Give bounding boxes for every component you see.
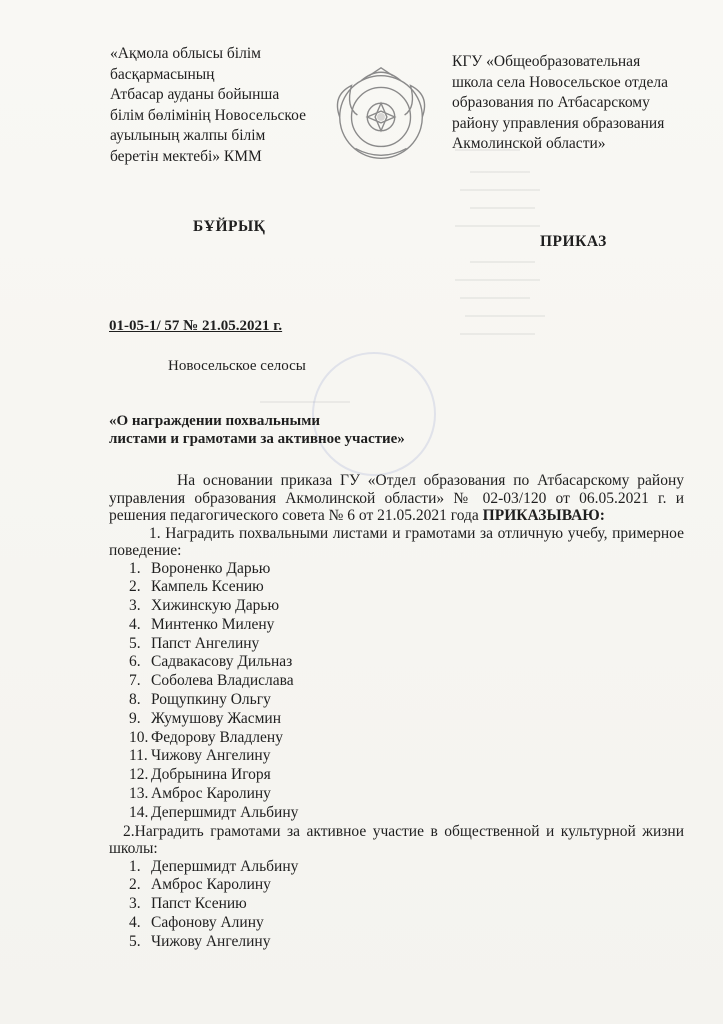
point-2: 2.Наградить грамотами за активное участие в общественной и культурной жизни школы: (109, 822, 684, 858)
list-item: 10. Федорову Владлену (129, 728, 283, 746)
list-item: 7. Соболева Владислава (129, 672, 294, 690)
list-item: 6. Садвакасову Дильназ (129, 653, 293, 671)
header-left-line: «Ақмола облысы білім (110, 45, 261, 62)
award-list-1 (109, 560, 684, 823)
list-item: 9. Жумушову Жасмин (129, 709, 281, 727)
header-left-organization (110, 44, 350, 167)
header-left-line: білім бөлімінің Новосельское (110, 106, 306, 124)
document-number-date: 01-05-1/ 57 № 21.05.2021 г. (109, 318, 283, 334)
header-left-line: басқармасының (110, 65, 215, 83)
header-left-line: Атбасар ауданы бойынша (110, 86, 280, 103)
header-right-line: КГУ «Общеобразовательная (452, 53, 641, 70)
list-item: 11. Чижову Ангелину (129, 747, 271, 765)
list-item: 1. Депершмидт Альбину (129, 857, 299, 875)
list-item: 4. Минтенко Милену (129, 615, 275, 633)
intro-paragraph (109, 472, 684, 525)
document-subject (109, 412, 409, 448)
point-1: 1. Наградить похвальными листами и грамотами за отличную учебу, примерное поведение: (109, 524, 684, 559)
title-kazakh: БҰЙРЫҚ (193, 218, 266, 235)
list-item: 5. Чижову Ангелину (129, 932, 271, 950)
title-russian: ПРИКАЗ (540, 233, 607, 250)
list-item: 1. Вороненко Дарью (129, 559, 271, 577)
list-item: 2. Амброс Каролину (129, 876, 271, 894)
list-item: 3. Папст Ксению (129, 895, 247, 913)
header-left-line: беретін мектебі» КММ (110, 147, 262, 165)
list-item: 14. Депершмидт Альбину (129, 803, 299, 821)
list-item: 12. Добрынина Игоря (129, 766, 271, 784)
order-keyword: ПРИКАЗЫВАЮ: (482, 507, 605, 524)
document-body (109, 472, 684, 952)
subject-line: листами и грамотами за активное участие» (109, 431, 405, 447)
list-item: 8. Рощупкину Ольгу (129, 691, 271, 709)
document-place: Новосельское селосы (168, 358, 306, 374)
list-item: 4. Сафонову Алину (129, 914, 264, 932)
list-item: 3. Хижинскую Дарью (129, 597, 280, 615)
subject-line: «О награждении похвальными (109, 413, 321, 429)
header-right-organization (452, 52, 702, 155)
state-emblem-icon (322, 56, 440, 174)
header-right-line: Акмолинской области» (452, 135, 606, 152)
header-right-line: образования по Атбасарскому (452, 94, 650, 111)
award-list-2 (109, 858, 684, 952)
header-right-line: району управления образования (452, 114, 665, 132)
header-left-line: ауылының жалпы білім (110, 127, 266, 144)
intro-text: На основании приказа ГУ «Отдел образования по Атбасарскому району управления образования Акмолинской области» № 02-03/120 от 06.05.2021 г. и решения педагогического совета № 6 от 21.05.2021 года (109, 472, 684, 524)
list-item: 2. Кампель Ксению (129, 578, 264, 596)
list-item: 5. Папст Ангелину (129, 634, 260, 652)
header-right-line: школа села Новосельское отдела (452, 73, 669, 91)
list-item: 13. Амброс Каролину (129, 785, 271, 803)
